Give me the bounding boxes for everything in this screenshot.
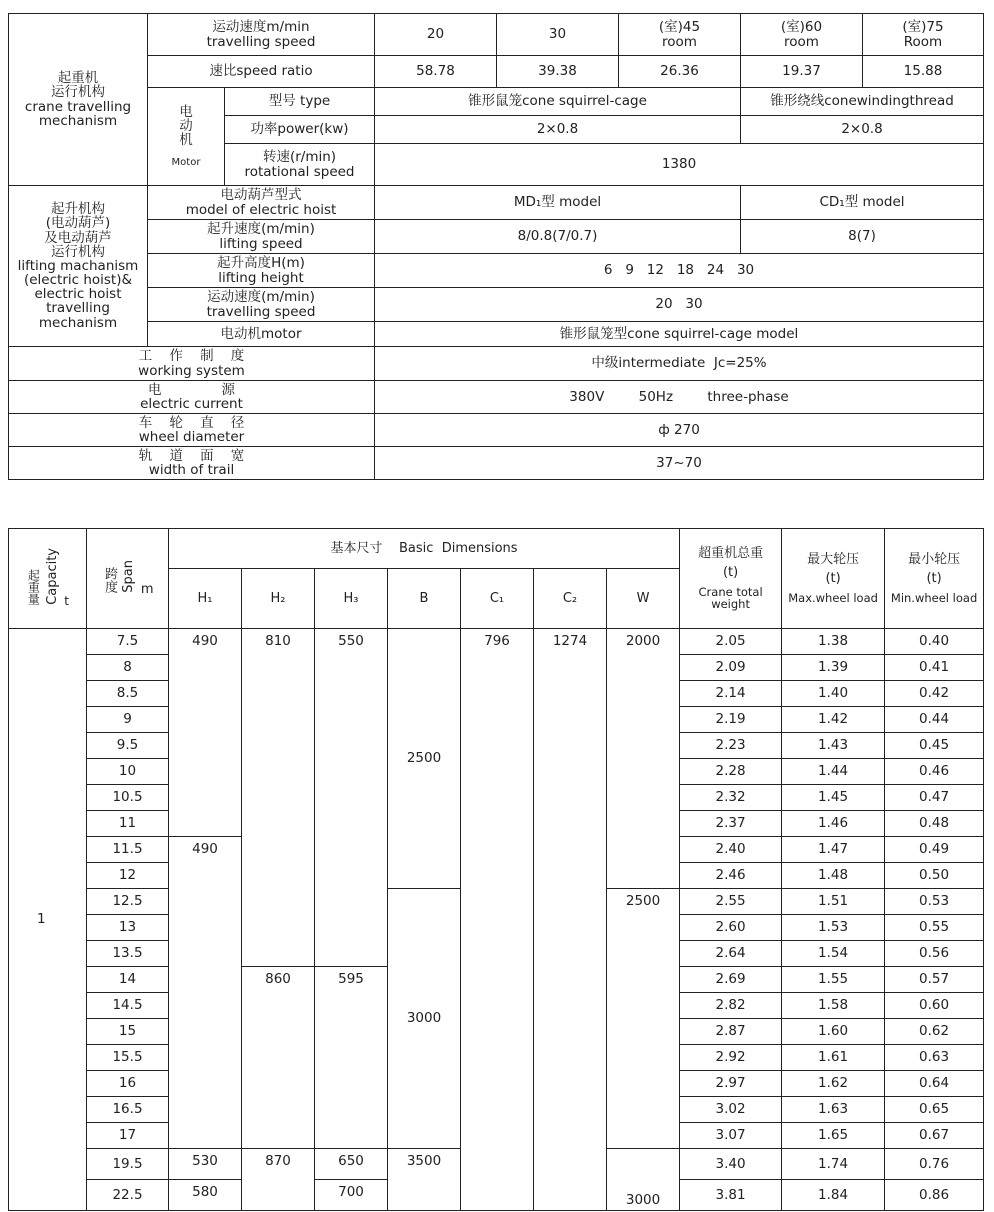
- max-cell: 1.42: [782, 707, 885, 733]
- max-cell: 1.60: [782, 1019, 885, 1045]
- min-cell: 0.53: [885, 889, 984, 915]
- electric-current-label: 电 源 electric current: [9, 381, 375, 414]
- c1-header: C₁: [461, 569, 534, 629]
- capacity-value: 1: [9, 629, 87, 1211]
- motor-type-a: 锥形鼠笼cone squirrel-cage: [375, 88, 741, 116]
- min-cell: 0.46: [885, 759, 984, 785]
- min-cell: 0.48: [885, 811, 984, 837]
- total-cell: 2.09: [680, 655, 782, 681]
- h3-cell: 550: [315, 629, 388, 967]
- total-cell: 2.14: [680, 681, 782, 707]
- w-cell: 2000: [607, 629, 680, 889]
- span-cell: 16.5: [87, 1097, 169, 1123]
- min-cell: 0.42: [885, 681, 984, 707]
- total-cell: 2.82: [680, 993, 782, 1019]
- max-cell: 1.61: [782, 1045, 885, 1071]
- basic-dimensions-header: 基本尺寸 Basic Dimensions: [169, 529, 680, 569]
- min-cell: 0.60: [885, 993, 984, 1019]
- max-cell: 1.48: [782, 863, 885, 889]
- travel-speed-label: 运动速度m/min travelling speed: [148, 14, 375, 56]
- max-cell: 1.53: [782, 915, 885, 941]
- h1-cell: 530: [169, 1149, 242, 1180]
- max-cell: 1.46: [782, 811, 885, 837]
- speed-ratio-cell: 15.88: [863, 56, 984, 88]
- total-cell: 2.19: [680, 707, 782, 733]
- min-cell: 0.63: [885, 1045, 984, 1071]
- min-cell: 0.55: [885, 915, 984, 941]
- trail-width-label: 轨 道 面 宽 width of trail: [9, 447, 375, 480]
- b-header: B: [388, 569, 461, 629]
- spec-table: [8, 13, 984, 480]
- total-cell: 3.02: [680, 1097, 782, 1123]
- min-cell: 0.64: [885, 1071, 984, 1097]
- total-cell: 2.46: [680, 863, 782, 889]
- w-cell: 2500: [607, 889, 680, 1149]
- b-cell: 3500: [388, 1149, 461, 1211]
- span-cell: 15: [87, 1019, 169, 1045]
- h2-cell: 810: [242, 629, 315, 967]
- electric-current-value: 380V 50Hz three-phase: [375, 381, 984, 414]
- max-cell: 1.54: [782, 941, 885, 967]
- total-cell: 2.28: [680, 759, 782, 785]
- span-cell: 8.5: [87, 681, 169, 707]
- lifting-height-label: 起升高度H(m) lifting height: [148, 254, 375, 288]
- motor-label: 电 动 机 Motor: [148, 88, 225, 186]
- min-cell: 0.40: [885, 629, 984, 655]
- wheel-diameter-label: 车 轮 直 径 wheel diameter: [9, 414, 375, 447]
- h2-header: H₂: [242, 569, 315, 629]
- total-cell: 2.23: [680, 733, 782, 759]
- working-system-value: 中级intermediate Jc=25%: [375, 347, 984, 381]
- total-weight-header: 超重机总重 (t) Crane total weight: [680, 529, 782, 629]
- travel-speed-cell: 20: [375, 14, 497, 56]
- total-cell: 2.05: [680, 629, 782, 655]
- total-cell: 3.40: [680, 1149, 782, 1180]
- span-cell: 14.5: [87, 993, 169, 1019]
- total-cell: 3.81: [680, 1180, 782, 1211]
- max-cell: 1.84: [782, 1180, 885, 1211]
- w-cell: 3000: [607, 1149, 680, 1211]
- max-cell: 1.40: [782, 681, 885, 707]
- max-cell: 1.45: [782, 785, 885, 811]
- dimensions-body: [9, 629, 984, 1211]
- table-row: [9, 629, 984, 655]
- lifting-height-value: 6 9 12 18 24 30: [375, 254, 984, 288]
- span-cell: 10.5: [87, 785, 169, 811]
- total-cell: 2.97: [680, 1071, 782, 1097]
- max-cell: 1.51: [782, 889, 885, 915]
- travel-speed-cell: (室)60 room: [741, 14, 863, 56]
- min-cell: 0.62: [885, 1019, 984, 1045]
- min-cell: 0.65: [885, 1097, 984, 1123]
- max-wheel-load-header: 最大轮压 (t) Max.wheel load: [782, 529, 885, 629]
- span-cell: 15.5: [87, 1045, 169, 1071]
- h2-cell: 870: [242, 1149, 315, 1211]
- rot-speed-label: 转速(r/min) rotational speed: [225, 144, 375, 186]
- h3-cell: 595: [315, 967, 388, 1149]
- max-cell: 1.74: [782, 1149, 885, 1180]
- travel-speed-cell: (室)75 Room: [863, 14, 984, 56]
- lifting-speed-label: 起升速度(m/min) lifting speed: [148, 220, 375, 254]
- hoist-motor-value: 锥形鼠笼型cone squirrel-cage model: [375, 322, 984, 347]
- max-cell: 1.63: [782, 1097, 885, 1123]
- span-cell: 12.5: [87, 889, 169, 915]
- hoist-model-label: 电动葫芦型式 model of electric hoist: [148, 186, 375, 220]
- total-cell: 2.87: [680, 1019, 782, 1045]
- max-cell: 1.55: [782, 967, 885, 993]
- min-cell: 0.47: [885, 785, 984, 811]
- span-cell: 8: [87, 655, 169, 681]
- total-cell: 2.92: [680, 1045, 782, 1071]
- total-cell: 3.07: [680, 1123, 782, 1149]
- span-cell: 22.5: [87, 1180, 169, 1211]
- total-cell: 2.37: [680, 811, 782, 837]
- w-header: W: [607, 569, 680, 629]
- lifting-speed-a: 8/0.8(7/0.7): [375, 220, 741, 254]
- h1-cell: 490: [169, 837, 242, 1149]
- capacity-header: 起重量 Capacity t: [9, 529, 87, 629]
- speed-ratio-label: 速比speed ratio: [148, 56, 375, 88]
- total-cell: 2.60: [680, 915, 782, 941]
- min-cell: 0.41: [885, 655, 984, 681]
- h3-cell: 700: [315, 1180, 388, 1211]
- travel-mechanism-label: 起重机 运行机构 crane travelling mechanism: [9, 14, 148, 186]
- max-cell: 1.47: [782, 837, 885, 863]
- span-cell: 11: [87, 811, 169, 837]
- max-cell: 1.58: [782, 993, 885, 1019]
- hoist-model-b: CD₁型 model: [741, 186, 984, 220]
- span-cell: 7.5: [87, 629, 169, 655]
- max-cell: 1.39: [782, 655, 885, 681]
- span-cell: 9.5: [87, 733, 169, 759]
- lift-mechanism-label: 起升机构 (电动葫芦) 及电动葫芦 运行机构 lifting machanism (electric hoist)& electric hoist travelling mechanism: [9, 186, 148, 347]
- b-cell: 2500: [388, 629, 461, 889]
- motor-power-a: 2×0.8: [375, 116, 741, 144]
- span-cell: 13.5: [87, 941, 169, 967]
- c1-cell: 796: [461, 629, 534, 1211]
- speed-ratio-cell: 26.36: [619, 56, 741, 88]
- max-cell: 1.38: [782, 629, 885, 655]
- total-cell: 2.32: [680, 785, 782, 811]
- total-cell: 2.64: [680, 941, 782, 967]
- max-cell: 1.62: [782, 1071, 885, 1097]
- span-cell: 13: [87, 915, 169, 941]
- span-cell: 16: [87, 1071, 169, 1097]
- speed-ratio-cell: 19.37: [741, 56, 863, 88]
- min-cell: 0.67: [885, 1123, 984, 1149]
- min-cell: 0.86: [885, 1180, 984, 1211]
- span-cell: 10: [87, 759, 169, 785]
- h2-cell: 860: [242, 967, 315, 1149]
- min-cell: 0.57: [885, 967, 984, 993]
- min-cell: 0.44: [885, 707, 984, 733]
- span-cell: 17: [87, 1123, 169, 1149]
- travel-speed-cell: 30: [497, 14, 619, 56]
- trail-width-value: 37~70: [375, 447, 984, 480]
- rot-speed-value: 1380: [375, 144, 984, 186]
- c2-header: C₂: [534, 569, 607, 629]
- motor-power-b: 2×0.8: [741, 116, 984, 144]
- min-cell: 0.56: [885, 941, 984, 967]
- hoist-model-a: MD₁型 model: [375, 186, 741, 220]
- max-cell: 1.65: [782, 1123, 885, 1149]
- speed-ratio-cell: 39.38: [497, 56, 619, 88]
- span-header: 跨度 Span m: [87, 529, 169, 629]
- min-cell: 0.45: [885, 733, 984, 759]
- min-cell: 0.49: [885, 837, 984, 863]
- min-wheel-load-header: 最小轮压 (t) Min.wheel load: [885, 529, 984, 629]
- hoist-travel-speed-value: 20 30: [375, 288, 984, 322]
- motor-power-label: 功率power(kw): [225, 116, 375, 144]
- h3-header: H₃: [315, 569, 388, 629]
- h1-cell: 490: [169, 629, 242, 837]
- span-cell: 11.5: [87, 837, 169, 863]
- h1-cell: 580: [169, 1180, 242, 1211]
- c2-cell: 1274: [534, 629, 607, 1211]
- h1-header: H₁: [169, 569, 242, 629]
- hoist-motor-label: 电动机motor: [148, 322, 375, 347]
- span-cell: 19.5: [87, 1149, 169, 1180]
- total-cell: 2.40: [680, 837, 782, 863]
- min-cell: 0.76: [885, 1149, 984, 1180]
- working-system-label: 工 作 制 度 working system: [9, 347, 375, 381]
- motor-type-label: 型号 type: [225, 88, 375, 116]
- span-cell: 14: [87, 967, 169, 993]
- wheel-diameter-value: ф 270: [375, 414, 984, 447]
- max-cell: 1.44: [782, 759, 885, 785]
- span-cell: 12: [87, 863, 169, 889]
- total-cell: 2.69: [680, 967, 782, 993]
- span-cell: 9: [87, 707, 169, 733]
- dimensions-table: [8, 528, 984, 1211]
- b-cell: 3000: [388, 889, 461, 1149]
- lifting-speed-b: 8(7): [741, 220, 984, 254]
- max-cell: 1.43: [782, 733, 885, 759]
- speed-ratio-cell: 58.78: [375, 56, 497, 88]
- total-cell: 2.55: [680, 889, 782, 915]
- h3-cell: 650: [315, 1149, 388, 1180]
- min-cell: 0.50: [885, 863, 984, 889]
- hoist-travel-speed-label: 运动速度(m/min) travelling speed: [148, 288, 375, 322]
- travel-speed-cell: (室)45 room: [619, 14, 741, 56]
- motor-type-b: 锥形绕线conewindingthread: [741, 88, 984, 116]
